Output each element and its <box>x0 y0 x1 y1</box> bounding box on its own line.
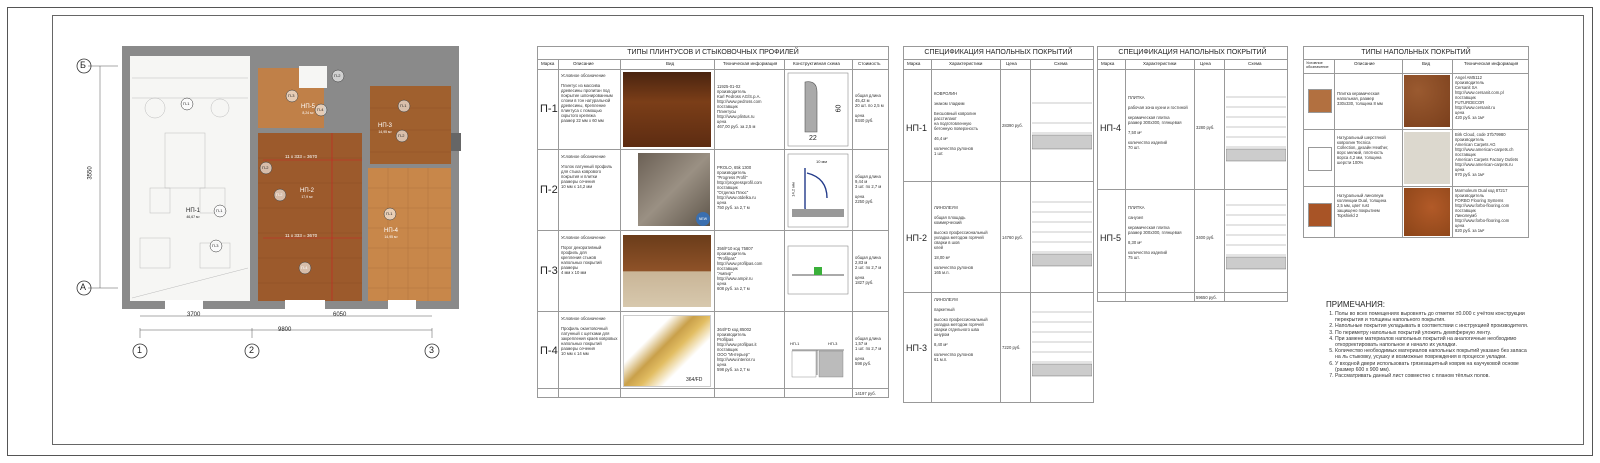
spec-table-1 <box>903 46 1094 403</box>
edging-scheme-right: НП-3 <box>828 341 838 346</box>
plinth-dim-h: 60 <box>835 104 843 113</box>
spec2-total: 59650 руб. <box>1196 295 1217 300</box>
row-cost: общая длина 45,42 м 20 шт. по 2,5 м цена 9340 руб. <box>855 93 884 123</box>
col-mark: Марка <box>907 61 921 66</box>
profiles-total: 14197 руб. <box>855 391 876 396</box>
layer-scheme <box>1032 192 1092 287</box>
row-info: PROLO, 65k 1300 производитель "Progress Profil" http://progressprofil.com поставщик "Отделка Плюс" http://www.otdelka.ru цена 750 руб. за 2,7 м <box>717 165 762 210</box>
row-price: 3280 руб. <box>1196 125 1215 130</box>
plan-tag: П-2 <box>262 165 269 170</box>
spec-table-2 <box>1097 46 1288 302</box>
row-info: 11925-01-02 производитель Karl Pedross AG/S.p.A. http://www.pedross.com поставщик Плинтусы http://www.plintus.ru цена 467,00 руб. за 2,5 м <box>717 84 762 129</box>
plan-tag: П-2 <box>276 192 283 197</box>
col-scheme: Схема <box>1054 61 1068 66</box>
dim-total: 9800 <box>278 327 292 333</box>
row-desc: Условное обозначение Профиль окантовочный латунный с щетками для закрепления краев ковровых напольных покрытий размеры сечения 10 мм x 14 мм <box>561 316 618 356</box>
row-mark: П-3 <box>540 265 558 277</box>
row-desc: Натуральный шерстяной ковролин Tecnica Collection, дизайн Heather, ворс мелкий, плотность ворса 4,2 мм, толщина шерсти 100% <box>1337 135 1389 165</box>
room-np1-label: НП-1 46,67 м² <box>186 208 200 219</box>
col-mark: Марка <box>541 61 555 66</box>
col-scheme: Конструктивная схема <box>793 61 840 66</box>
col-view: Вид <box>1422 61 1431 66</box>
row-mark: П-1 <box>540 103 558 115</box>
layer-scheme <box>1226 87 1286 182</box>
axis-label-2: 2 <box>249 345 255 355</box>
note-item: 7. Рассматривать данный лист совместно с планом тёплых полов. <box>1335 373 1531 379</box>
profiles-table <box>537 46 889 398</box>
floor-plan <box>70 38 465 363</box>
col-price: Цена <box>1200 61 1211 66</box>
col-desc: Характеристики <box>1143 61 1177 66</box>
col-desc: Характеристики <box>949 61 983 66</box>
col-price: Цена <box>1006 61 1017 66</box>
row-mark: НП-1 <box>906 123 927 133</box>
col-info: Техническая информация <box>1464 61 1519 66</box>
angle-profile-scheme <box>787 153 849 228</box>
row-desc: ПЛИТКА санузел керамическая плитка размер 300x300, глянцевая 8,30 м² количество изделий 75 шт. <box>1128 205 1182 260</box>
row-desc: Условное обозначение Плинтус из массива древесины пропитан под покрытие шпонированным слоем в тон натуральной древесины, Крепление плинтуса с помощью скрытого крепежа размер 22 мм x 60 мм <box>561 73 613 123</box>
edging-profile-label: 364/FD <box>686 377 703 383</box>
note-item: 5. Количество необходимых материалов напольных покрытий указано без запаса на ль стыковку, усушку и возможные повреждения в процессе укладки. <box>1335 348 1531 360</box>
row-info: Angel AM5112 производитель Cersanit SA http://www.cersanit.com.pl поставщик FUTURDECOR http://www.cersanit.ru цена 420 руб. за 1м² <box>1455 75 1504 120</box>
floor-types-table <box>1303 46 1529 238</box>
plinth-dim-w: 22 <box>809 135 817 142</box>
row-desc: Условное обозначение Уголок латунный профиль для стыка коврового покрытия и плитки размеры сечения 10 мм x 14,2 мм <box>561 154 613 189</box>
axis-label-a: А <box>80 282 87 292</box>
note-item: 3. По периметру напольных покрытий уложить демпферную ленту. <box>1335 330 1531 336</box>
col-info: Техническая информация <box>723 61 778 66</box>
col-desc: Описание <box>1354 61 1375 66</box>
col-desc: Описание <box>573 61 594 66</box>
spec1-title: СПЕЦИФИКАЦИЯ НАПОЛЬНЫХ ПОКРЫТИЙ <box>904 47 1093 60</box>
room-np2-label: НП-2 17,9 м² <box>300 188 314 199</box>
row-desc: ЛИНОЛЕУМ общая площадь коммерческий высоко профессиональный укладка методом горячей сварки в шов клей 18,00 м² количество рулонов 165 м.п. <box>934 205 988 275</box>
col-symbol: Условное обозначение <box>1306 61 1329 69</box>
row-desc: Натуральный линолеум коллекции Dual, толщина 2,5 мм, цвет rust защищено покрытием Topshield 2 <box>1337 193 1387 218</box>
row-price: 3400 руб. <box>1196 235 1215 240</box>
layer-scheme <box>1226 195 1286 285</box>
row-info: Birk Cloud, code 37b79980 производитель American Carpets AG http://www.american-carpets.ch поставщик American Carpets Factory Outlets http://www.american-carpets.ru цена 970 руб. за 1м² <box>1455 132 1519 177</box>
room-np3-label: НП-3 14,95 м² <box>378 123 392 134</box>
new-badge: NEW <box>696 212 710 226</box>
row-price: 7220 руб. <box>1002 345 1021 350</box>
row-mark: П-2 <box>540 184 558 196</box>
spec2-title: СПЕЦИФИКАЦИЯ НАПОЛЬНЫХ ПОКРЫТИЙ <box>1098 47 1287 60</box>
plan-tag: П-3 <box>212 243 219 248</box>
angle-dim-h: 14,2 мм <box>790 182 796 197</box>
plan-tag: П-1 <box>216 208 223 213</box>
row-cost: общая длина 2,83 м 2 шт. по 2,7 м цена 1827 руб. <box>855 255 882 285</box>
dim-left: 3700 <box>187 312 201 318</box>
note-item: 2. Напольные покрытия укладывать в соответствии с инструкцией производителя. <box>1335 323 1531 329</box>
row-mark: НП-2 <box>906 233 927 243</box>
angle-dim-w: 10 мм <box>816 159 828 164</box>
edging-scheme-left: НП-1 <box>790 341 800 346</box>
room-np5-label: НП-5 8,24 м² <box>301 104 315 115</box>
edging-scheme <box>787 315 849 387</box>
axis-label-1: 1 <box>137 345 143 355</box>
room-np4-label: НП-4 14,95 м² <box>384 228 398 239</box>
row-info: 364/FD код 85002 производитель Profilpas http://www.profilpas.it поставщик ООО "Интерьер" http://www.interior.ru цена 598 руб. за 2,7 м <box>717 327 757 372</box>
floors-title: ТИПЫ НАПОЛЬНЫХ ПОКРЫТИЙ <box>1304 47 1528 60</box>
axis-label-b: Б <box>80 60 86 70</box>
dim-note-bottom: 11 x 333 = 3670 <box>285 233 318 238</box>
layer-scheme <box>1032 83 1092 158</box>
floors-header <box>1304 59 1528 74</box>
plan-tag: П-2 <box>398 133 405 138</box>
row-cost: общая длина 1,57 м 1 шт. по 2,7 м цена 598 руб. <box>855 336 882 366</box>
col-view: Вид <box>666 61 675 66</box>
plan-tag: П-1 <box>400 103 407 108</box>
row-mark: НП-4 <box>1100 123 1121 133</box>
row-desc: ЛИНОЛЕУМ паркетный высоко профессиональный укладка методом горячей сварки отдельного шва шнуром 8,40 м² количество рулонов 61 м.п. <box>934 297 988 362</box>
plan-tag: П-3 <box>288 93 295 98</box>
row-desc: Плитка керамическая напольная, размер 330x330, толщина 8 мм <box>1337 91 1383 106</box>
view-linoleum <box>1404 188 1450 236</box>
row-price: 28390 руб. <box>1002 123 1023 128</box>
row-desc: ПЛИТКА рабочая зона кухни и гостиной керамическая плитка размер 300x300, глянцевая 7,50 м² количество изделий 70 шт. <box>1128 95 1188 150</box>
profiles-title: ТИПЫ ПЛИНТУСОВ И СТЫКОВОЧНЫХ ПРОФИЛЕЙ <box>538 47 888 60</box>
row-info: 356/F10 код 75807 производитель "Profilpas" http://www.profilpas.com поставщик "Ампир" http://www.ampir.ru цена 608 руб. за 2,7 м <box>717 246 763 291</box>
swatch-linoleum <box>1308 203 1332 227</box>
row-desc: КОВРОЛИН знаком гладким Бесшовный ковролин расстилают на подготовленную бетонную поверхность 46,4 м² количество рулонов 1 шт. <box>934 91 979 156</box>
dim-height: 3550 <box>87 166 94 180</box>
notes-block <box>1326 300 1531 379</box>
plinth-wood-image <box>623 72 711 147</box>
view-carpet <box>1404 132 1450 184</box>
row-desc: Условное обозначение Порог декоративный профиль для крепления стыков напольных покрытий размеры 4 мм x 10 мм <box>561 235 606 275</box>
plan-tag: П-1 <box>183 101 190 106</box>
row-price: 14760 руб. <box>1002 235 1023 240</box>
plan-tag: П-4 <box>317 107 324 112</box>
swatch-tile <box>1308 89 1332 113</box>
threshold-image <box>623 235 711 307</box>
row-cost: общая длина 9,44 м 3 шт. по 2,7 м цена 2250 руб. <box>855 174 882 204</box>
view-tile <box>1404 75 1450 127</box>
notes-title: ПРИМЕЧАНИЯ: <box>1326 300 1386 309</box>
dim-note-top: 11 x 333 = 3670 <box>285 154 318 159</box>
note-item: 4. При замене материалов напольных покрытий на аналогичные необходимо откорректировать напольное и начало их укладки. <box>1335 336 1531 348</box>
note-item: 6. У входной двери использовать грязезащитный коврик на каучуковой основе (размер 600 x 900 мм). <box>1335 361 1531 373</box>
threshold-scheme <box>787 245 849 295</box>
note-item: 1. Полы во всех помещениях выровнять до отметки ±0.000 с учётом конструкции перекрытия и толщины напольного покрытия. <box>1335 311 1531 323</box>
layer-scheme <box>1032 302 1092 392</box>
plan-tag: П-1 <box>386 211 393 216</box>
row-mark: П-4 <box>540 345 558 357</box>
plan-tag: П-4 <box>301 265 308 270</box>
col-cost: Стоимость <box>858 61 881 66</box>
col-mark: Марка <box>1101 61 1115 66</box>
dim-right: 6050 <box>333 312 347 318</box>
row-mark: НП-5 <box>1100 233 1121 243</box>
col-scheme: Схема <box>1248 61 1262 66</box>
row-info: Marmoleum Dual код 87217 производитель FORBO Flooring Systems http://www.forbo-flooring.com поставщик Линолеумб http://www.forbo-flooring.com цена 820 руб. за 1м² <box>1455 188 1510 233</box>
swatch-carpet <box>1308 147 1332 171</box>
axis-label-3: 3 <box>429 345 435 355</box>
row-mark: НП-3 <box>906 343 927 353</box>
plan-tag: П-2 <box>334 73 341 78</box>
